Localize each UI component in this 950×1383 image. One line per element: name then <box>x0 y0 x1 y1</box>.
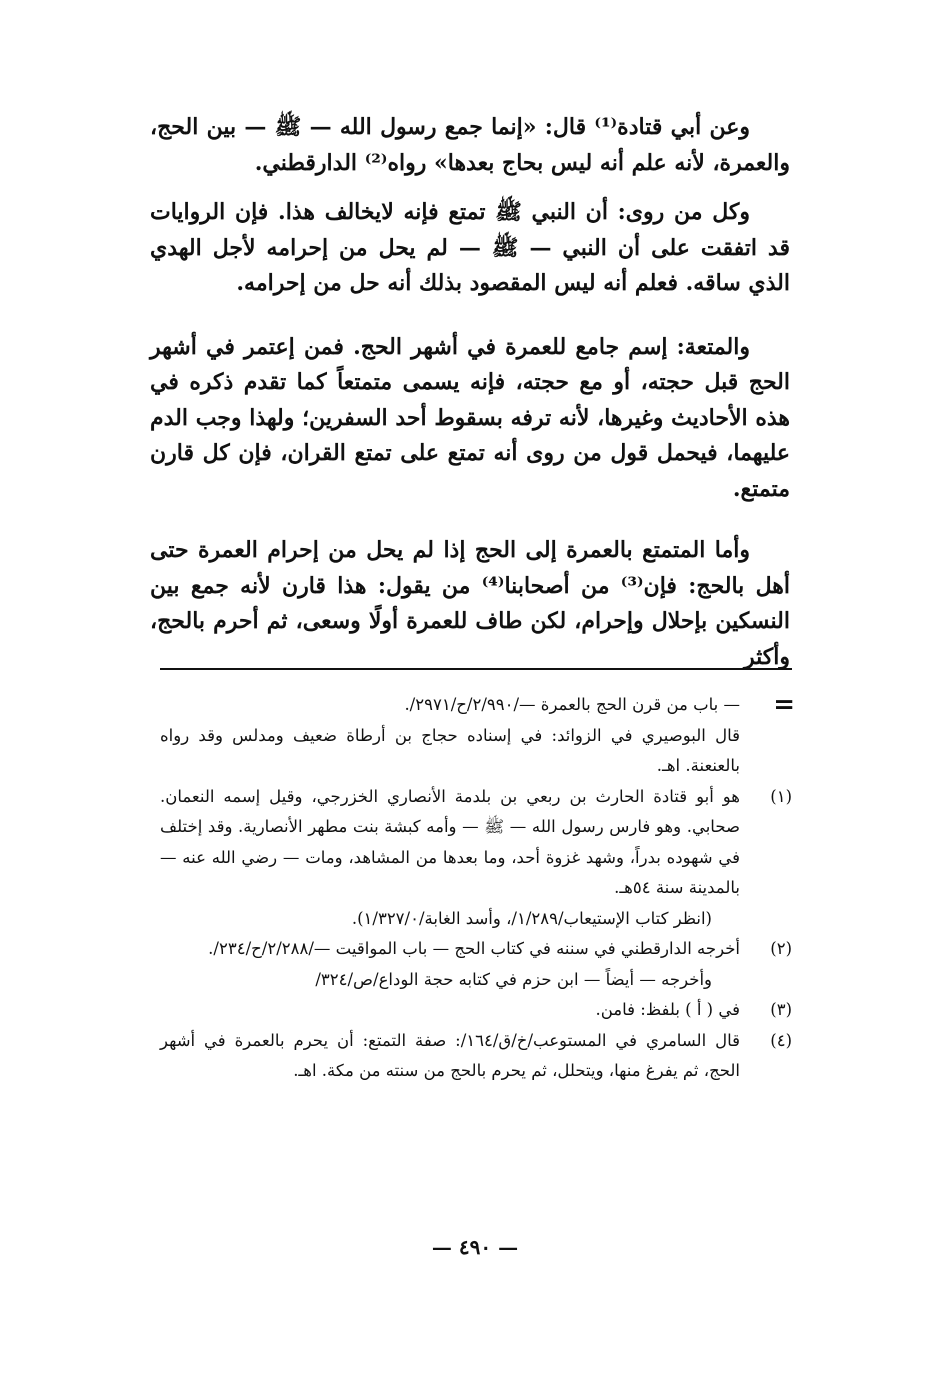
footnote-text: هو أبو قتادة الحارث بن ربعي بن بلدمة الأنصاري الخزرجي، وقيل إسمه النعمان. صحابي. وهو فارس رسول الله — ﷺ — وأمه كبشة بنت مطهر الأنصارية. وقد إختلف في شهوده بدراً، وشهد غزوة أحد، وما بعدها من المشاهد، ومات — رضي الله عنه — بالمدينة سنة ٥٤هـ. <box>160 786 740 897</box>
footnote-2 <box>160 934 792 965</box>
footnotes <box>160 690 792 1087</box>
footnote-text: قال السامري في المستوعب/خ/ق/١٦٤/: صفة التمتع: أن يحرم بالعمرة في أشهر الحج، ثم يفرغ منها، ويتحلل، ثم يحرم بالحج من سنته من مكة. اهـ. <box>160 1030 741 1080</box>
footnote-text: في ( أ ) بلفظ: فامن. <box>595 1000 740 1019</box>
footnote-3 <box>160 995 792 1026</box>
footnote-number: (٣) <box>770 1000 792 1019</box>
paragraph-4: وأما المتمتع بالعمرة إلى الحج إذا لم يحل من إحرام العمرة حتى أهل بالحج: فإن⁽³⁾ من أصحابنا⁽⁴⁾ من يقول: هذا قارن لأنه جمع بين النسكين بإحلال وإحرام، لكن طاف للعمرة أولًا وسعى، ثم أحرم بالحج، وأكثر <box>150 537 790 670</box>
footnote-1 <box>160 782 792 904</box>
paragraph-1: وعن أبي قتادة⁽¹⁾ قال: «إنما جمع رسول الله — ﷺ — بين الحج، والعمرة، لأنه علم أنه ليس بحاج بعدها» رواه⁽²⁾ الدارقطني. <box>150 114 790 176</box>
footnote-number: (٤) <box>770 1030 792 1050</box>
main-text <box>150 110 790 689</box>
footnote-2-extra: وأخرجه — أيضاً — ابن حزم في كتابه حجة الوداع/ص/٣٢٤/ <box>315 969 712 989</box>
footnote-continuation <box>160 690 792 721</box>
continuation-line: — باب من قرن الحج بالعمرة —/٢/٩٩٠/ح/٢٩٧١/. <box>404 695 740 714</box>
footnote-number: (١) <box>770 786 792 806</box>
footnote-text: أخرجه الدارقطني في سننه في كتاب الحج — باب المواقيت —/٢/٢٨٨/ح/٢٣٤/. <box>208 939 740 958</box>
footnote-1-reference: (انظر كتاب الإستيعاب/١/٢٨٩/، وأسد الغابة/١/٣٢٧/٠). <box>351 908 712 928</box>
continuation-mark: = <box>773 690 792 720</box>
continuation-text: قال البوصيري في الزوائد: في إسناده حجاج بن أرطاة ضعيف ومدلس وقد رواه بالعنعنة. اهـ. <box>160 725 740 775</box>
footnote-separator <box>160 668 792 670</box>
paragraph-2: وكل من روى: أن النبي ﷺ تمتع فإنه لايخالف هذا. فإن الروايات قد اتفقت على أن النبي — ﷺ — لم يحل من إحرامه لأجل الهدي الذي ساقه. فعلم أنه ليس المقصود بذلك أنه حل من إحرامه. <box>150 199 790 296</box>
page-number: — ٤٩٠ — <box>431 1235 519 1259</box>
footnote-4 <box>160 1026 792 1087</box>
paragraph-3: والمتعة: إسم جامع للعمرة في أشهر الحج. فمن إعتمر في أشهر الحج قبل حجته، أو مع حجته، فإنه يسمى متمتعاً كما تقدم ذكره في هذه الأحاديث وغيرها، لأنه ترفه بسقوط أحد السفرين؛ ولهذا وجب الدم عليهما، فيحمل قول من روى أنه تمتع على تمتع القران، فإن كل قارن متمتع. <box>150 333 790 502</box>
footnote-number: (٢) <box>770 939 792 958</box>
